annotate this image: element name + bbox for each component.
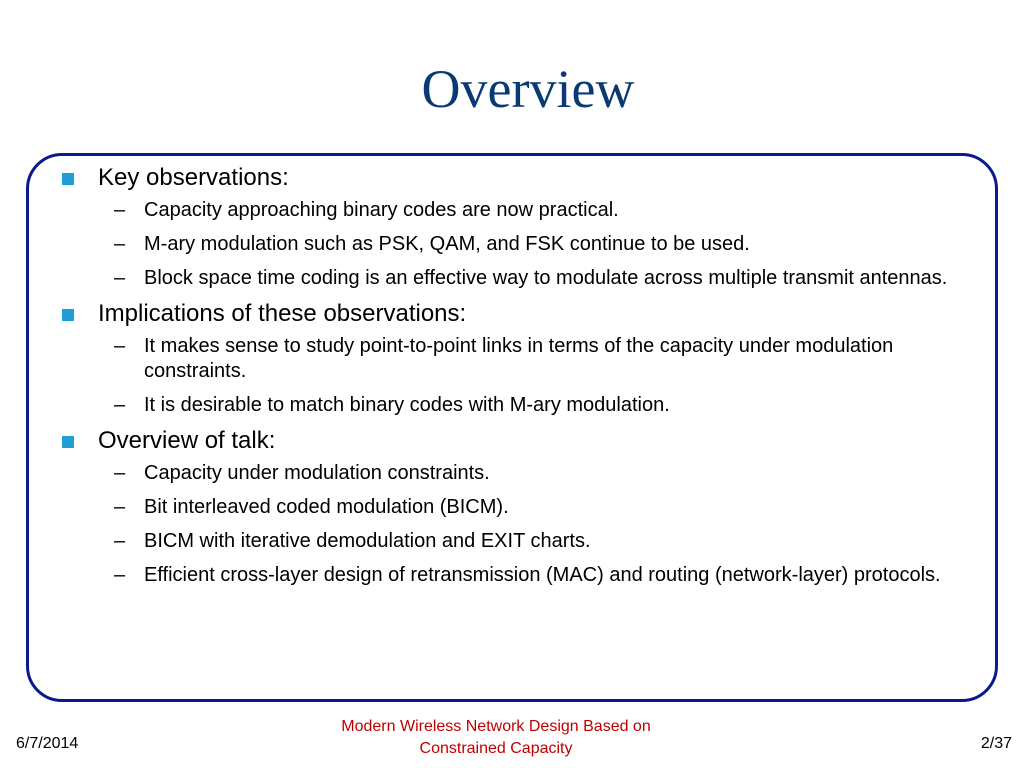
dash-bullet-icon: – bbox=[114, 496, 126, 518]
dash-bullet-icon: – bbox=[114, 394, 126, 416]
sub-bullet-list bbox=[60, 334, 990, 418]
section bbox=[60, 427, 990, 588]
dash-bullet-icon: – bbox=[114, 462, 126, 484]
section-heading: Implications of these observations: bbox=[98, 300, 467, 327]
slide-content bbox=[60, 164, 990, 597]
square-bullet-icon bbox=[62, 309, 74, 321]
footer-title-line1: Modern Wireless Network Design Based on bbox=[341, 718, 651, 735]
square-bullet-icon bbox=[62, 436, 74, 448]
sub-bullet-text: It makes sense to study point-to-point links in terms of the capacity under modulation constraints. bbox=[144, 335, 894, 382]
footer-presentation-title bbox=[296, 716, 696, 760]
section bbox=[60, 164, 990, 291]
sub-bullet-text: Block space time coding is an effective way to modulate across multiple transmit antennas. bbox=[144, 267, 948, 289]
sub-bullet bbox=[60, 461, 990, 486]
sub-bullet-text: BICM with iterative demodulation and EXIT charts. bbox=[144, 530, 591, 552]
dash-bullet-icon: – bbox=[114, 267, 126, 289]
sub-bullet-text: Capacity approaching binary codes are now practical. bbox=[144, 199, 619, 221]
bullet-level1 bbox=[60, 164, 990, 192]
sub-bullet bbox=[60, 198, 990, 223]
footer-title-line2: Constrained Capacity bbox=[419, 740, 573, 757]
sub-bullet-list bbox=[60, 461, 990, 588]
footer-date: 6/7/2014 bbox=[16, 735, 79, 752]
sub-bullet bbox=[60, 495, 990, 520]
bullet-level1 bbox=[60, 300, 990, 328]
section bbox=[60, 300, 990, 418]
dash-bullet-icon: – bbox=[114, 335, 126, 357]
dash-bullet-icon: – bbox=[114, 199, 126, 221]
footer-page-number: 2/37 bbox=[980, 735, 1012, 752]
sub-bullet-text: Bit interleaved coded modulation (BICM). bbox=[144, 496, 509, 518]
sub-bullet bbox=[60, 232, 990, 257]
sub-bullet bbox=[60, 563, 990, 588]
sub-bullet-text: Capacity under modulation constraints. bbox=[144, 462, 490, 484]
sub-bullet-text: M-ary modulation such as PSK, QAM, and FSK continue to be used. bbox=[144, 233, 750, 255]
dash-bullet-icon: – bbox=[114, 530, 126, 552]
slide-title: Overview bbox=[421, 59, 635, 119]
section-heading: Overview of talk: bbox=[98, 427, 276, 454]
sub-bullet-list bbox=[60, 198, 990, 291]
sub-bullet-text: Efficient cross-layer design of retransmission (MAC) and routing (network-layer) protocols. bbox=[144, 564, 941, 586]
sub-bullet bbox=[60, 334, 990, 384]
dash-bullet-icon: – bbox=[114, 233, 126, 255]
sub-bullet bbox=[60, 266, 990, 291]
sub-bullet-text: It is desirable to match binary codes with M-ary modulation. bbox=[144, 394, 670, 416]
dash-bullet-icon: – bbox=[114, 564, 126, 586]
square-bullet-icon bbox=[62, 173, 74, 185]
section-heading: Key observations: bbox=[98, 164, 289, 191]
bullet-level1 bbox=[60, 427, 990, 455]
sub-bullet bbox=[60, 393, 990, 418]
sub-bullet bbox=[60, 529, 990, 554]
